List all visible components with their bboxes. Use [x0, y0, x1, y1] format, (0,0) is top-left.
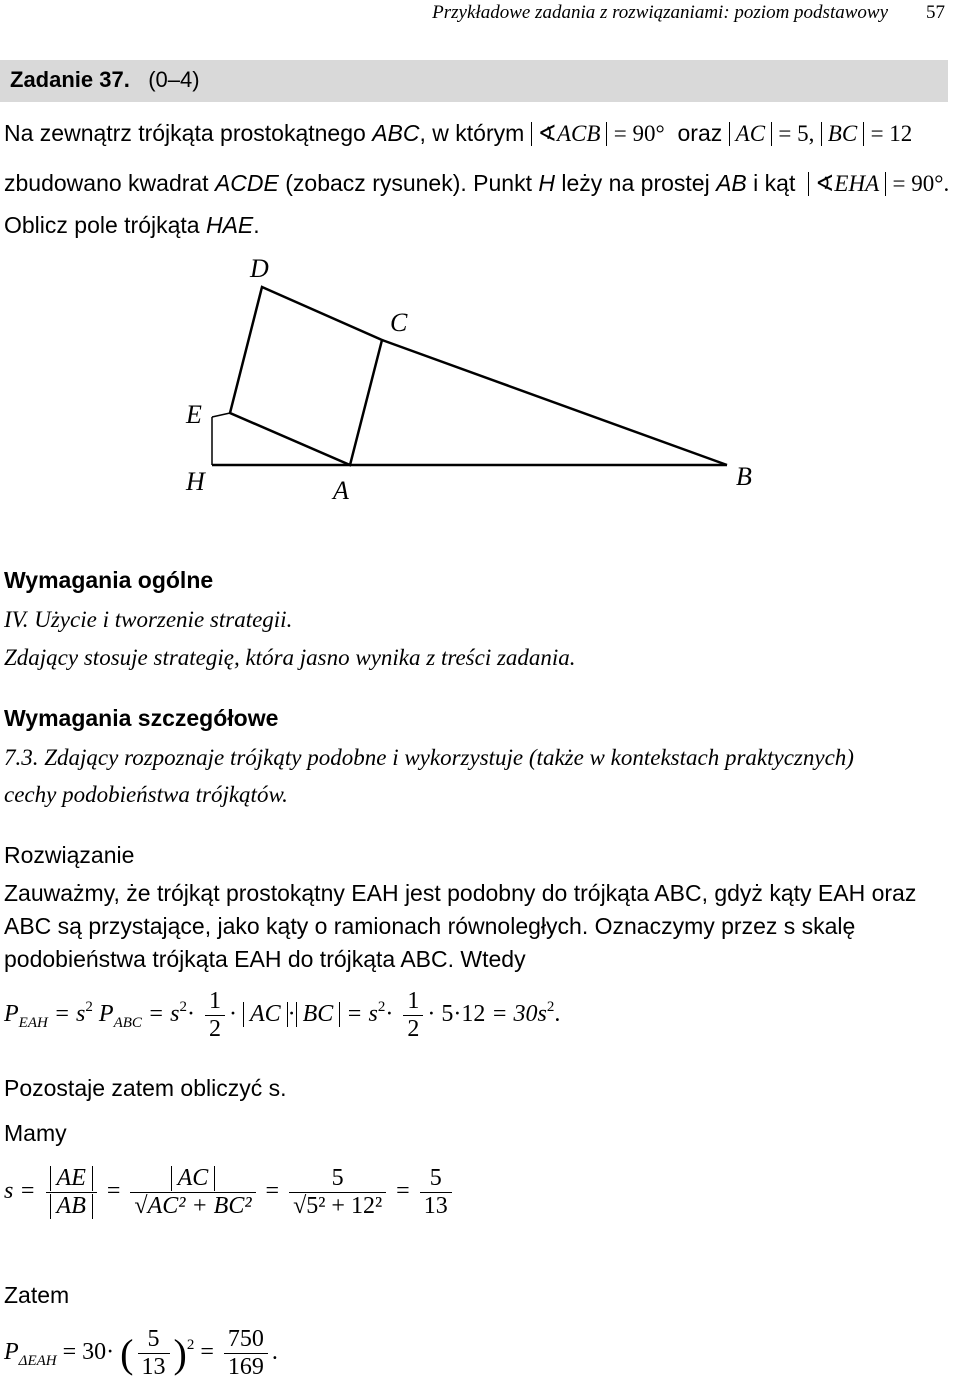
segment-bc: BC — [821, 122, 864, 146]
abs-ae: AE — [50, 1166, 93, 1191]
numerator: 1 — [208, 988, 221, 1014]
equals: = — [265, 1178, 280, 1205]
fraction-final — [224, 1326, 268, 1381]
exponent: 2 — [377, 999, 386, 1016]
square-name: ACDE — [214, 170, 279, 196]
statement-text: leży na prostej — [555, 170, 717, 196]
radicand: 5² + 12² — [306, 1193, 383, 1219]
fraction-five-thirteen — [138, 1326, 170, 1381]
figure-lines — [212, 287, 727, 465]
formula-subscript: EAH — [18, 1015, 48, 1032]
solution-paragraph-3: podobieństwa trójkąta EAH do trójkąta ABC. Wtedy — [4, 946, 526, 972]
solution-heading: Rozwiązanie — [4, 842, 135, 868]
exponent: 2 — [85, 999, 93, 1016]
req-detail-line-2: cechy podobieństwa trójkątów. — [4, 782, 288, 807]
fraction-numeric: $\frac{5}{\text{√5² + 12²}}$ — [289, 1165, 386, 1220]
line-ab: AB — [716, 170, 747, 196]
period: . — [271, 1339, 278, 1366]
exponent: 2 — [179, 999, 187, 1016]
denominator: 2 — [205, 1015, 225, 1043]
numerator: 5 — [331, 1165, 344, 1191]
abs-ac: AC — [243, 1002, 288, 1027]
numerator: 750 — [227, 1326, 264, 1352]
bc-value: = 12 — [870, 121, 913, 146]
statement-text: (zobacz rysunek). Punkt — [278, 170, 539, 196]
statement-text: Oblicz pole trójkąta — [4, 212, 206, 238]
formula-symbol: P — [4, 1339, 19, 1366]
triangle-name: HAE — [205, 212, 254, 238]
period: . — [554, 1001, 561, 1028]
segment-e-join — [212, 413, 230, 417]
task-number: Zadanie 37. — [10, 67, 130, 92]
angle-value: = 90°. — [892, 171, 950, 196]
point-h: H — [538, 170, 555, 196]
mamy-text: Mamy — [4, 1120, 67, 1146]
denominator: 169 — [224, 1353, 268, 1381]
header-title: Przykładowe zadania z rozwiązaniami: poziom podstawowy — [432, 2, 888, 23]
statement-line-1 — [4, 120, 912, 147]
segment-ac: AC — [729, 122, 772, 146]
req-detail-heading: Wymagania szczegółowe — [4, 705, 279, 731]
statement-text: , w którym — [419, 120, 531, 146]
formula-scale — [4, 1165, 456, 1220]
paren-open: ( — [120, 1331, 134, 1376]
formula-part: = 30s — [491, 1001, 547, 1028]
task-title — [10, 67, 200, 93]
statement-line-3 — [4, 212, 260, 239]
angle-symbol: ∢ — [815, 171, 835, 196]
formula-part: = s — [53, 1001, 86, 1028]
statement-text: . — [253, 212, 260, 238]
exponent: 2 — [186, 1337, 195, 1354]
formula-symbol: P — [4, 1001, 19, 1028]
task-points: (0–4) — [148, 67, 200, 92]
req-general-line-1: IV. Użycie i tworzenie strategii. — [4, 607, 293, 632]
statement-text: i kąt — [746, 170, 796, 196]
formula-symbol: P — [98, 1001, 114, 1028]
abs-ac: AC — [171, 1166, 216, 1191]
req-detail-line-1: 7.3. Zdający rozpoznaje trójkąty podobne i wykorzystuje (także w kontekstach praktycznych) — [4, 745, 854, 770]
remains-text: Pozostaje zatem obliczyć s. — [4, 1075, 287, 1101]
abs-ab: AB — [50, 1194, 93, 1219]
solution-paragraph-2: ABC są przystające, jako kąty o ramionach równoległych. Oznaczymy przez s skalę — [4, 913, 856, 939]
fraction-half — [403, 988, 423, 1043]
formula-part: = s — [147, 1001, 180, 1028]
page-header — [432, 2, 945, 24]
formula-part: = s — [346, 1001, 378, 1028]
formula-part: s = — [4, 1178, 36, 1205]
abs-bc: BC — [296, 1002, 341, 1027]
side-cb — [382, 340, 727, 465]
fraction-ac-hyp: $\frac{AC}{\text{√AC² + BC²}}$ — [130, 1165, 255, 1220]
zatem-text: Zatem — [4, 1282, 70, 1308]
product: 5·12 — [441, 1001, 486, 1028]
label-d: D — [250, 254, 269, 283]
label-e: E — [186, 400, 202, 429]
conjunction: oraz — [677, 120, 723, 146]
angle-symbol: ∢ — [537, 121, 557, 146]
equals: = — [396, 1178, 410, 1205]
label-b: B — [736, 462, 752, 491]
denominator: 13 — [420, 1192, 452, 1220]
ac-value: = 5, — [778, 121, 815, 146]
denominator: 13 — [138, 1353, 170, 1381]
equals: = — [106, 1178, 121, 1205]
fraction-half — [205, 988, 225, 1043]
angle-value: = 90° — [613, 121, 665, 146]
numerator: 5 — [147, 1326, 160, 1352]
label-h: H — [186, 467, 205, 496]
angle-label: ACB — [556, 121, 601, 146]
angle-acb — [531, 122, 608, 146]
radicand: AC² + BC² — [147, 1193, 252, 1219]
statement-text: zbudowano kwadrat — [4, 170, 215, 196]
square-acde — [230, 287, 382, 465]
formula-subscript: ABC — [113, 1015, 142, 1032]
numerator: 1 — [407, 988, 420, 1014]
formula-area: $P_{EAH} = s^2$ $P_{ABC} = s^2\cdot$ $\frac{1}{2}$ · AC · BC = $s^2\cdot$ $\frac{1}{2}$ · $5\cdot 12 = 30s^2$. — [4, 988, 561, 1042]
numerator: 5 — [429, 1165, 442, 1191]
formula-subscript: ΔEAH — [18, 1353, 57, 1370]
fraction-ae-ab — [46, 1165, 97, 1220]
label-c: C — [390, 308, 408, 337]
geometry-figure — [0, 245, 960, 515]
page-number: 57 — [926, 2, 945, 23]
statement-text: Na zewnątrz trójkąta prostokątnego — [4, 120, 373, 146]
angle-eha — [808, 172, 886, 196]
angle-label: EHA — [834, 171, 880, 196]
req-general-heading: Wymagania ogólne — [4, 567, 214, 593]
exponent: 2 — [546, 999, 555, 1016]
req-general-line-2: Zdający stosuje strategię, która jasno wynika z treści zadania. — [4, 645, 576, 670]
paren-close: ) — [173, 1331, 187, 1376]
solution-paragraph-1: Zauważmy, że trójkąt prostokątny EAH jest podobny do trójkąta ABC, gdyż kąty EAH oraz — [4, 880, 917, 906]
denominator: 2 — [403, 1015, 423, 1043]
statement-line-2 — [4, 170, 949, 197]
fraction-result — [420, 1165, 452, 1220]
formula-part: = 30· — [62, 1339, 115, 1366]
triangle-name: ABC — [372, 120, 420, 146]
label-a: A — [333, 476, 349, 505]
formula-final: $P_{\Delta EAH} = 30\cdot$ ( $\frac{5}{13}$ )$^2$ = $\frac{750}{169}$ . — [4, 1326, 278, 1380]
